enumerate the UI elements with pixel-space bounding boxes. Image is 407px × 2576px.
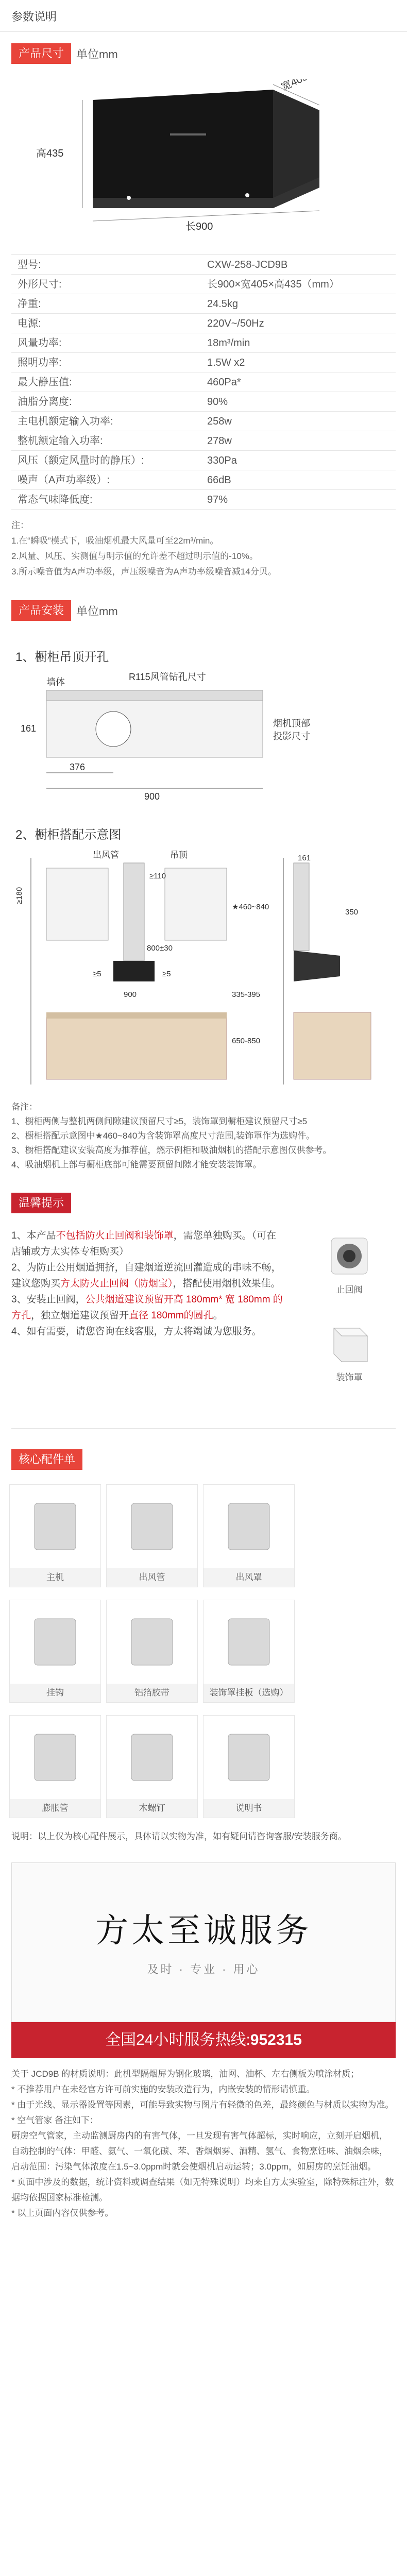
dim-650-label: 650-850 (232, 1037, 261, 1045)
install-note-line: 3、橱柜搭配建议安装高度为推荐值，燃示例柜和吸油烟机的搭配示意图仅供参考。 (11, 1145, 332, 1155)
install-unit: 单位mm (76, 604, 118, 618)
about-line: * 空气管家 备注如下： (11, 2115, 99, 2125)
spec-row (11, 470, 396, 490)
dim-460-label: ★460~840 (232, 903, 269, 911)
spec-row (11, 412, 396, 431)
dim-height-label: 高435 (36, 148, 64, 159)
spec-key: 外形尺寸: (18, 279, 62, 290)
spec-key: 型号: (18, 259, 41, 270)
install-note-line: 4、吸油烟机上部与橱柜底部可能需要预留间隙才能安装装饰罩。 (11, 1160, 262, 1170)
dim-161-b-label: 161 (298, 854, 311, 862)
parts-grid (9, 1484, 407, 1818)
wall-label: 墙体 (46, 677, 65, 687)
spec-value: 长900×宽405×高435（mm） (207, 279, 340, 290)
spec-key: 常态气味降低度: (18, 494, 93, 505)
spec-value: 278w (207, 435, 232, 447)
part-card (300, 1600, 392, 1703)
part-image (107, 1600, 197, 1684)
dim-800-label: 800±30 (147, 944, 173, 953)
spec-row (11, 451, 396, 470)
install-section-tag: 产品安装 (11, 600, 71, 621)
spec-key: 风压（额定风量时的静压）: (18, 455, 144, 466)
hood-drawing (31, 79, 381, 234)
dim-376-label: 376 (70, 762, 86, 772)
spec-row (11, 314, 396, 333)
tip-2-red: 方太防火止回阀（防烟宝） (60, 1278, 173, 1289)
install-notes (11, 1100, 403, 1172)
hood-side-view (294, 951, 340, 981)
cover-thumb (308, 1320, 391, 1383)
part-caption: 装饰罩挂板（选购） (204, 1684, 294, 1702)
part-caption: 出风管 (107, 1568, 197, 1587)
parts-note: 说明：以上仅为核心配件展示，具体请以实物为准，如有疑问请咨询客服/安装服务商。 (11, 1832, 347, 1841)
spec-value: 18m³/min (207, 337, 250, 349)
tip-1 (11, 1228, 284, 1260)
cabinet-hole-drawing (15, 670, 376, 804)
spec-row (11, 431, 396, 451)
tips-section-header (11, 1193, 407, 1213)
install-section-header (11, 600, 407, 621)
hood-light-right (245, 193, 249, 197)
spec-key: 净重: (18, 298, 41, 310)
tip-2-b: ，搭配使用烟机效果佳。 (173, 1278, 281, 1289)
dim-180-label: ≥180 (15, 887, 24, 904)
tip-3-red2: 直径 180mm的圆孔 (129, 1310, 213, 1321)
tip-1-a: 1、本产品 (11, 1230, 56, 1241)
about-line: 关于 JCD9B 的材质说明：此机型隔烟屏为钢化玻璃，油网、油杯、左右侧板为喷涂材质； (11, 2069, 360, 2079)
install-note-line: 备注： (11, 1102, 38, 1112)
spec-key: 风量功率: (18, 337, 62, 349)
spec-key: 噪声（A声功率级）: (18, 474, 110, 486)
hood-light-left (127, 196, 131, 200)
tips-block (11, 1228, 396, 1429)
dim-900-label: 900 (144, 791, 160, 802)
service-sub: 及时 · 专业 · 用心 (147, 1963, 260, 1976)
upper-cabinet-left (46, 868, 108, 940)
tips-section-tag: 温馨提示 (11, 1193, 71, 1213)
part-card (106, 1484, 198, 1587)
cover-label: 装饰罩 (336, 1372, 363, 1382)
spec-row (11, 353, 396, 372)
dim-335-label: 335-395 (232, 990, 261, 999)
size-unit: 单位mm (76, 47, 118, 61)
spec-value: 66dB (207, 474, 231, 486)
part-card (203, 1484, 295, 1587)
spec-table (11, 255, 396, 510)
tip-3-b: ，独立烟道建议预留开 (31, 1310, 129, 1321)
hood-body (93, 90, 273, 208)
about-line: * 页面中涉及的数据，统计资料或调查结果（如无特殊说明）均来自方太实验室，除特殊标注外，数据均依据国家标准检测。 (11, 2177, 394, 2202)
spec-note-line: 2.风量、风压、实测值与明示值的允许差不超过明示值的-10%。 (11, 551, 258, 561)
cover-icon (326, 1320, 372, 1367)
part-caption: 出风罩 (204, 1568, 294, 1587)
hotline-number: 952315 (250, 2031, 302, 2048)
spec-key: 油脂分离度: (18, 396, 72, 408)
spec-row (11, 372, 396, 392)
part-caption: 木螺钉 (107, 1799, 197, 1818)
part-card (9, 1484, 101, 1587)
part-image (204, 1600, 294, 1684)
part-image (107, 1485, 197, 1568)
dim-width-label: 宽405 (279, 79, 310, 93)
about-notes (11, 2066, 396, 2221)
spec-value: 97% (207, 494, 228, 505)
about-line: 厨房空气管家，主动监测厨房内的有害气体，一旦发现有害气体超标，实时响应，立刻开启烟机，自动控制的气体：甲醛、氨气、一氧化碳、苯、香烟烟雾、酒精、氢气、食物烹饪味、油烟余味，启动范围：污染气体浓度在1.5~3.0ppm时就会使烟机启动运转；3.0ppm，如厨房的烹饪油烟。 (11, 2131, 388, 2172)
hotline-label: 全国24小时服务热线: (105, 2031, 250, 2048)
length-dim-line (93, 211, 319, 221)
size-section-tag: 产品尺寸 (11, 43, 71, 64)
part-image (10, 1716, 100, 1799)
cabinet-layout-diagram (15, 848, 386, 1090)
tip-1-red: 不包括防火止回阀和装饰罩 (56, 1230, 174, 1241)
tip-3 (11, 1292, 284, 1324)
spec-value: 330Pa (207, 455, 237, 466)
spec-value: 460Pa* (207, 377, 241, 388)
outlet-label: 出风管 (93, 850, 119, 860)
cabinet-layout-drawing (15, 848, 386, 1090)
cab-label-a: 烟机顶部 (273, 718, 310, 728)
part-card (203, 1715, 295, 1818)
dim-900-b-label: 900 (124, 990, 137, 999)
hole-label: R115风管钻孔尺寸 (129, 672, 206, 682)
part-card (106, 1600, 198, 1703)
valve-label: 止回阀 (336, 1285, 363, 1295)
counter-top (46, 1012, 227, 1019)
part-card (300, 1484, 392, 1587)
hotline-bar (11, 2022, 396, 2058)
ceiling-label: 吊顶 (170, 850, 188, 860)
tip-3-red1: 公共烟道建议预留开高 180mm* 宽 180mm 的方孔 (11, 1294, 283, 1321)
tip-3-a: 3、安装止回阀， (11, 1294, 86, 1305)
service-slogan: 方太至诚服务 (95, 1912, 312, 1950)
spec-notes (11, 518, 396, 580)
duct-hole (96, 711, 131, 747)
part-card (300, 1715, 392, 1818)
size-section-header (11, 43, 407, 64)
install-note-line: 2、橱柜搭配示意图中★460~840为含装饰罩高度尺寸范围,装饰罩作为选购件。 (11, 1131, 315, 1141)
about-line: * 以上页面内容仅供参考。 (11, 2208, 114, 2218)
cab-label-b: 投影尺寸 (273, 731, 310, 741)
tip-2-a: 2、为防止公用烟道拥挤，自建烟道逆流回灌造成的串味不畅，建议您购买 (11, 1262, 281, 1289)
part-image (204, 1485, 294, 1568)
spec-note-line: 3.所示噪音值为A声功率级，声压级噪音为A声功率级噪音减14分贝。 (11, 567, 277, 577)
dim-161-label: 161 (21, 723, 37, 734)
diagram2-title: 2、橱柜搭配示意图 (15, 828, 122, 842)
page-header (0, 0, 407, 32)
dim-length-label: 长900 (185, 221, 213, 232)
spec-key: 整机额定输入功率: (18, 435, 103, 447)
tip-4: 4、如有需要，请您咨询在线客服，方太将竭诚为您服务。 (11, 1326, 262, 1337)
about-line: * 不推荐用户在未经官方许可前实施的安装改造行为，内嵌安装的情形请慎重。 (11, 2084, 315, 2094)
spec-key: 照明功率: (18, 357, 62, 368)
spec-key: 最大静压值: (18, 377, 72, 388)
part-card (203, 1600, 295, 1703)
dim-5b-label: ≥5 (162, 970, 171, 978)
cabinet-top (46, 701, 263, 757)
install-note-line: 1、橱柜两侧与整机两侧间隙建议预留尺寸≥5，装饰罩到橱柜建议预留尺寸≥5 (11, 1116, 308, 1126)
parts-section-header (11, 1449, 407, 1470)
spec-key: 电源: (18, 318, 41, 329)
side-base-cabinet (294, 1012, 371, 1079)
product-size-diagram (31, 79, 381, 234)
duct-pipe (124, 863, 144, 961)
tip-1-b: ，需您单独购买。（可在店铺或方太实体专柜购买） (11, 1230, 277, 1257)
spec-row (11, 275, 396, 294)
part-caption: 说明书 (204, 1799, 294, 1818)
tip-3-c: 。 (213, 1310, 223, 1321)
valve-thumb (308, 1233, 391, 1295)
valve-icon (326, 1233, 372, 1279)
dim-5a-label: ≥5 (93, 970, 101, 978)
spec-key: 主电机额定输入功率: (18, 416, 113, 427)
spec-value: CXW-258-JCD9B (207, 259, 288, 270)
spec-value: 90% (207, 396, 228, 408)
page-title: 参数说明 (11, 10, 57, 23)
cabinet-hole-diagram (15, 670, 376, 804)
part-image (10, 1600, 100, 1684)
spec-value: 220V~/50Hz (207, 318, 264, 329)
part-image (204, 1716, 294, 1799)
hood-display (170, 133, 206, 135)
part-card (106, 1715, 198, 1818)
side-duct (294, 863, 309, 951)
spec-note-line: 注： (11, 520, 29, 530)
about-line: * 由于光线、显示器设置等因素，可能导致实物与图片有轻微的色差，最终颜色与材质以实物为准。 (11, 2100, 394, 2110)
spec-row (11, 294, 396, 314)
part-card (9, 1715, 101, 1818)
spec-row (11, 255, 396, 275)
spec-row (11, 490, 396, 510)
part-caption: 铝箔胶带 (107, 1684, 197, 1702)
parts-section-tag: 核心配件单 (11, 1449, 82, 1470)
spec-row (11, 333, 396, 353)
dim-110-label: ≥110 (149, 872, 166, 880)
dim-350-label: 350 (345, 908, 359, 917)
spec-note-line: 1.在“瞬吸”模式下，吸油烟机最大风量可至22m³/min。 (11, 536, 219, 546)
tip-2 (11, 1260, 284, 1292)
spec-value: 24.5kg (207, 298, 239, 310)
part-image (10, 1485, 100, 1568)
diagram1-title: 1、橱柜吊顶开孔 (15, 650, 109, 664)
part-caption: 挂钩 (10, 1684, 100, 1702)
part-card (9, 1600, 101, 1703)
service-banner (11, 1862, 396, 2022)
base-cabinet (46, 1018, 227, 1079)
spec-row (11, 392, 396, 412)
spec-value: 1.5W x2 (207, 357, 245, 368)
hood-front (113, 961, 155, 981)
upper-cabinet-right (165, 868, 227, 940)
part-caption: 主机 (10, 1568, 100, 1587)
part-caption: 膨胀管 (10, 1799, 100, 1818)
part-image (107, 1716, 197, 1799)
spec-value: 258w (207, 416, 232, 427)
wall-strip (46, 690, 263, 701)
